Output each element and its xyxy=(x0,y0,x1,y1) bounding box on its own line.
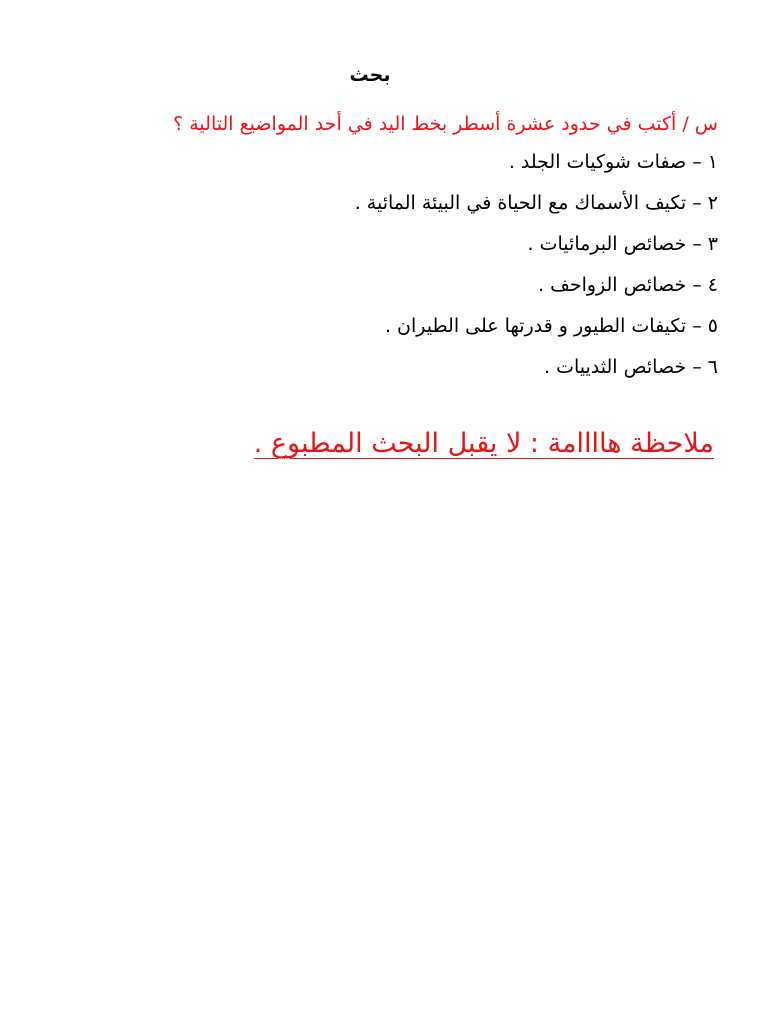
topic-list xyxy=(78,147,718,393)
topic-item-2: ٢ – تكيف الأسماك مع الحياة في البيئة المائية . xyxy=(354,192,718,214)
topic-item-6: ٦ – خصائص الثدييات . xyxy=(544,356,718,378)
question-text: س / أكتب في حدود عشرة أسطر بخط اليد في أحد المواضيع التالية ؟ xyxy=(173,113,718,135)
page-title: بحث xyxy=(349,64,391,86)
topic-item-3: ٣ – خصائص البرمائيات . xyxy=(527,233,718,255)
topic-item-4: ٤ – خصائص الزواحف . xyxy=(538,274,718,296)
topic-item-1: ١ – صفات شوكيات الجلد . xyxy=(508,151,718,173)
topic-item-5: ٥ – تكيفات الطيور و قدرتها على الطيران . xyxy=(384,315,718,337)
important-note xyxy=(54,424,714,464)
important-note-text: ملاحظة هاااامة : لا يقبل البحث المطبوع . xyxy=(253,428,714,459)
